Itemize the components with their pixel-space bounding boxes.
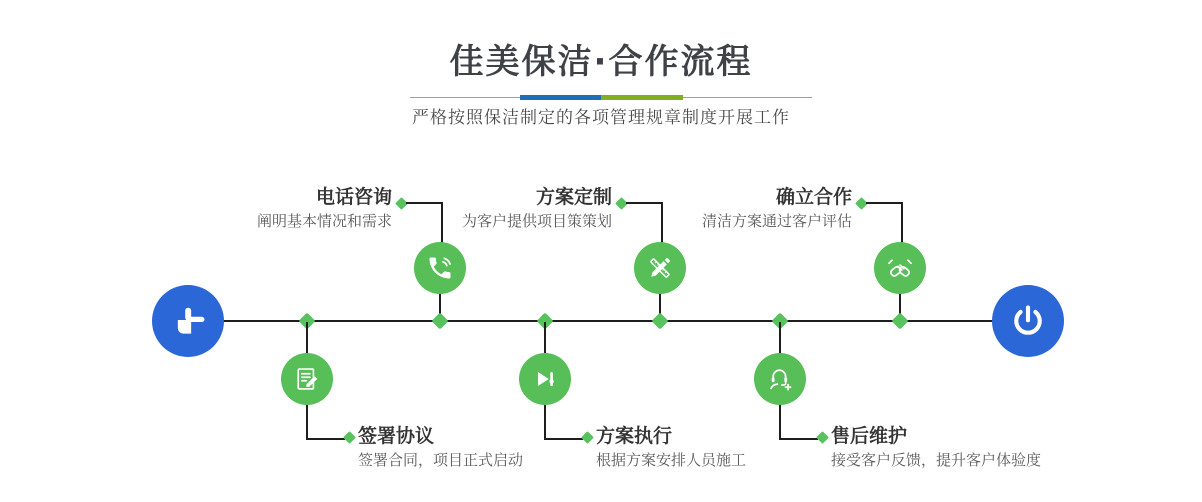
connector-elbow [544,405,583,440]
step-desc: 阐明基本情况和需求 [256,212,392,230]
step-desc: 清洁方案通过客户评估 [701,212,852,230]
pencil-ruler-icon [646,254,674,282]
connector-elbow [779,405,818,440]
step-label-establish-coop [552,186,852,231]
timeline-line [222,320,994,322]
step-desc: 为客户提供项目策策划 [461,212,612,230]
step-circle-contract [281,353,333,405]
step-circle-phone [414,242,466,294]
end-node [992,285,1064,357]
power-icon [1009,302,1047,340]
step-desc: 接受客户反馈，提升客户体验度 [831,451,1042,469]
step-circle-support [754,353,806,405]
play-execute-icon [532,366,558,392]
step-title: 方案执行 [596,425,673,447]
page-title: 佳美保洁·合作流程 [449,42,753,82]
step-circle-plan [634,242,686,294]
step-title: 售后维护 [831,425,908,447]
step-title: 方案定制 [535,186,612,208]
title-divider-blue-segment [520,95,601,100]
connector-elbow [306,405,345,440]
hand-pointer-icon [167,300,209,342]
step-circle-execute [519,353,571,405]
connector-stem [779,322,781,353]
page-subtitle: 严格按照保洁制定的各项管理规章制度开展工作 [412,108,790,128]
diamond-node-icon [892,313,909,330]
step-title: 确立合作 [775,186,852,208]
connector-stem [306,322,308,353]
step-desc: 根据方案安排人员施工 [596,451,747,469]
connector-elbow [866,202,903,244]
step-circle-handshake [874,242,926,294]
step-label-aftersales [831,425,1131,470]
connector-stem [544,322,546,353]
diamond-node-icon [652,313,669,330]
step-title: 电话咨询 [315,186,392,208]
title-divider-green-segment [601,95,683,100]
diamond-marker-icon [343,431,356,444]
phone-icon [426,254,454,282]
step-title: 签署协议 [358,425,435,447]
step-desc: 签署合同，项目正式启动 [358,451,524,469]
contract-pen-icon [293,365,321,393]
diamond-node-icon [432,313,449,330]
headset-support-icon [766,365,794,393]
start-node [152,285,224,357]
handshake-icon [885,253,915,283]
